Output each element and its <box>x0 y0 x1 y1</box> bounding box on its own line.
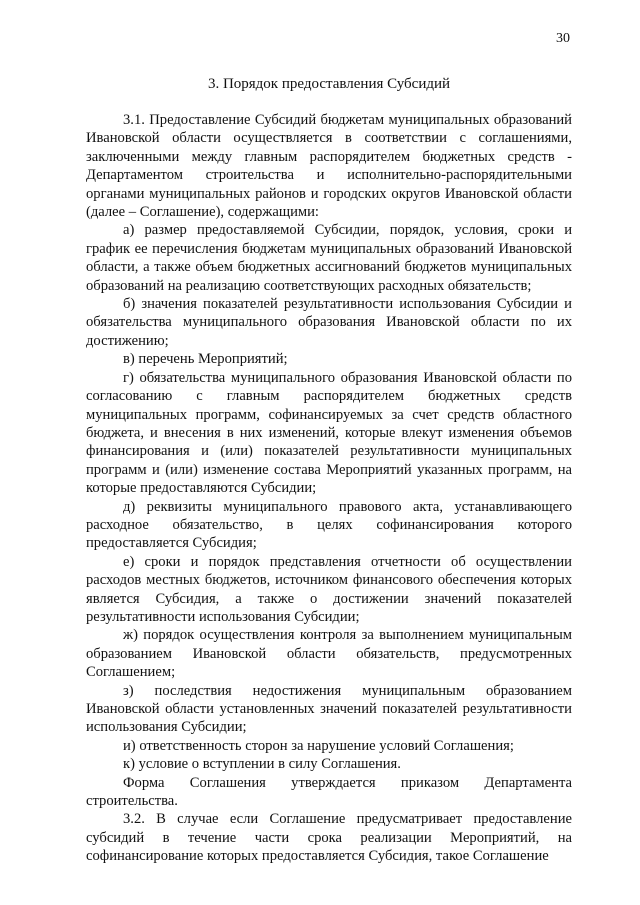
paragraph-item-k: к) условие о вступлении в силу Соглашения. <box>123 756 401 773</box>
paragraph-item-b: б) значения показателей результативности использования Субсидии и обязательства муниципального образования Ивановской области по их достижению; <box>86 296 572 349</box>
paragraph-3-1: 3.1. Предоставление Субсидий бюджетам муниципальных образований Ивановской области осуществляется в соответствии с соглашениями, заключенными между главным распорядителем бюджетных средств - Департаментом строительства и исполнительно-распорядительными органами муниципальных районов и городских округов Ивановской области (далее – Соглашение), содержащими: <box>86 112 572 221</box>
section-title: 3. Порядок предоставления Субсидий <box>207 76 451 92</box>
paragraph-3-2: 3.2. В случае если Соглашение предусматривает предоставление субсидий в течение части срока реализации Мероприятий, на софинансирование которых предоставляется Субсидия, такое Соглашение <box>86 811 572 865</box>
paragraph-item-v: в) перечень Мероприятий; <box>123 351 288 368</box>
page-number: 30 <box>556 31 570 46</box>
paragraph-item-d: д) реквизиты муниципального правового акта, устанавливающего расходное обязательство, в целях софинансирования которого предоставляется Субсидия; <box>86 498 572 552</box>
paragraph-item-e: е) сроки и порядок представления отчетности об осуществлении расходов местных бюджетов, источником финансового обеспечения которых является Субсидия, а также о достижении значений показателей результативности использования Субсидии; <box>86 553 572 625</box>
paragraph-item-i: и) ответственность сторон за нарушение условий Соглашения; <box>123 737 514 754</box>
paragraph-agreement-form: Форма Соглашения утверждается приказом Департамента строительства. <box>86 774 572 810</box>
paragraph-item-g: г) обязательства муниципального образования Ивановской области по согласованию с главным распорядителем бюджетных средств муниципальных программ, софинансируемых за счет средств областного бюджета, и внесения в них изменений, которые влекут изменения объемов финансирования и (или) показателей результативности муниципальных программ и (или) изменение состава Мероприятий указанных программ, на которые предоставляются Субсидии; <box>86 369 572 497</box>
paragraph-item-z: з) последствия недостижения муниципальным образованием Ивановской области установленных значений показателей результативности использования Субсидии; <box>86 682 572 736</box>
paragraph-item-a: а) размер предоставляемой Субсидии, порядок, условия, сроки и график ее перечисления бюджетам муниципальных образований Ивановской области, а также объем бюджетных ассигнований бюджетов муниципальных образований на реализацию соответствующих расходных обязательств; <box>86 222 572 294</box>
paragraph-item-zh: ж) порядок осуществления контроля за выполнением муниципальным образованием Ивановской области обязательств, предусмотренных Соглашением; <box>86 627 572 681</box>
document-body <box>86 111 572 866</box>
